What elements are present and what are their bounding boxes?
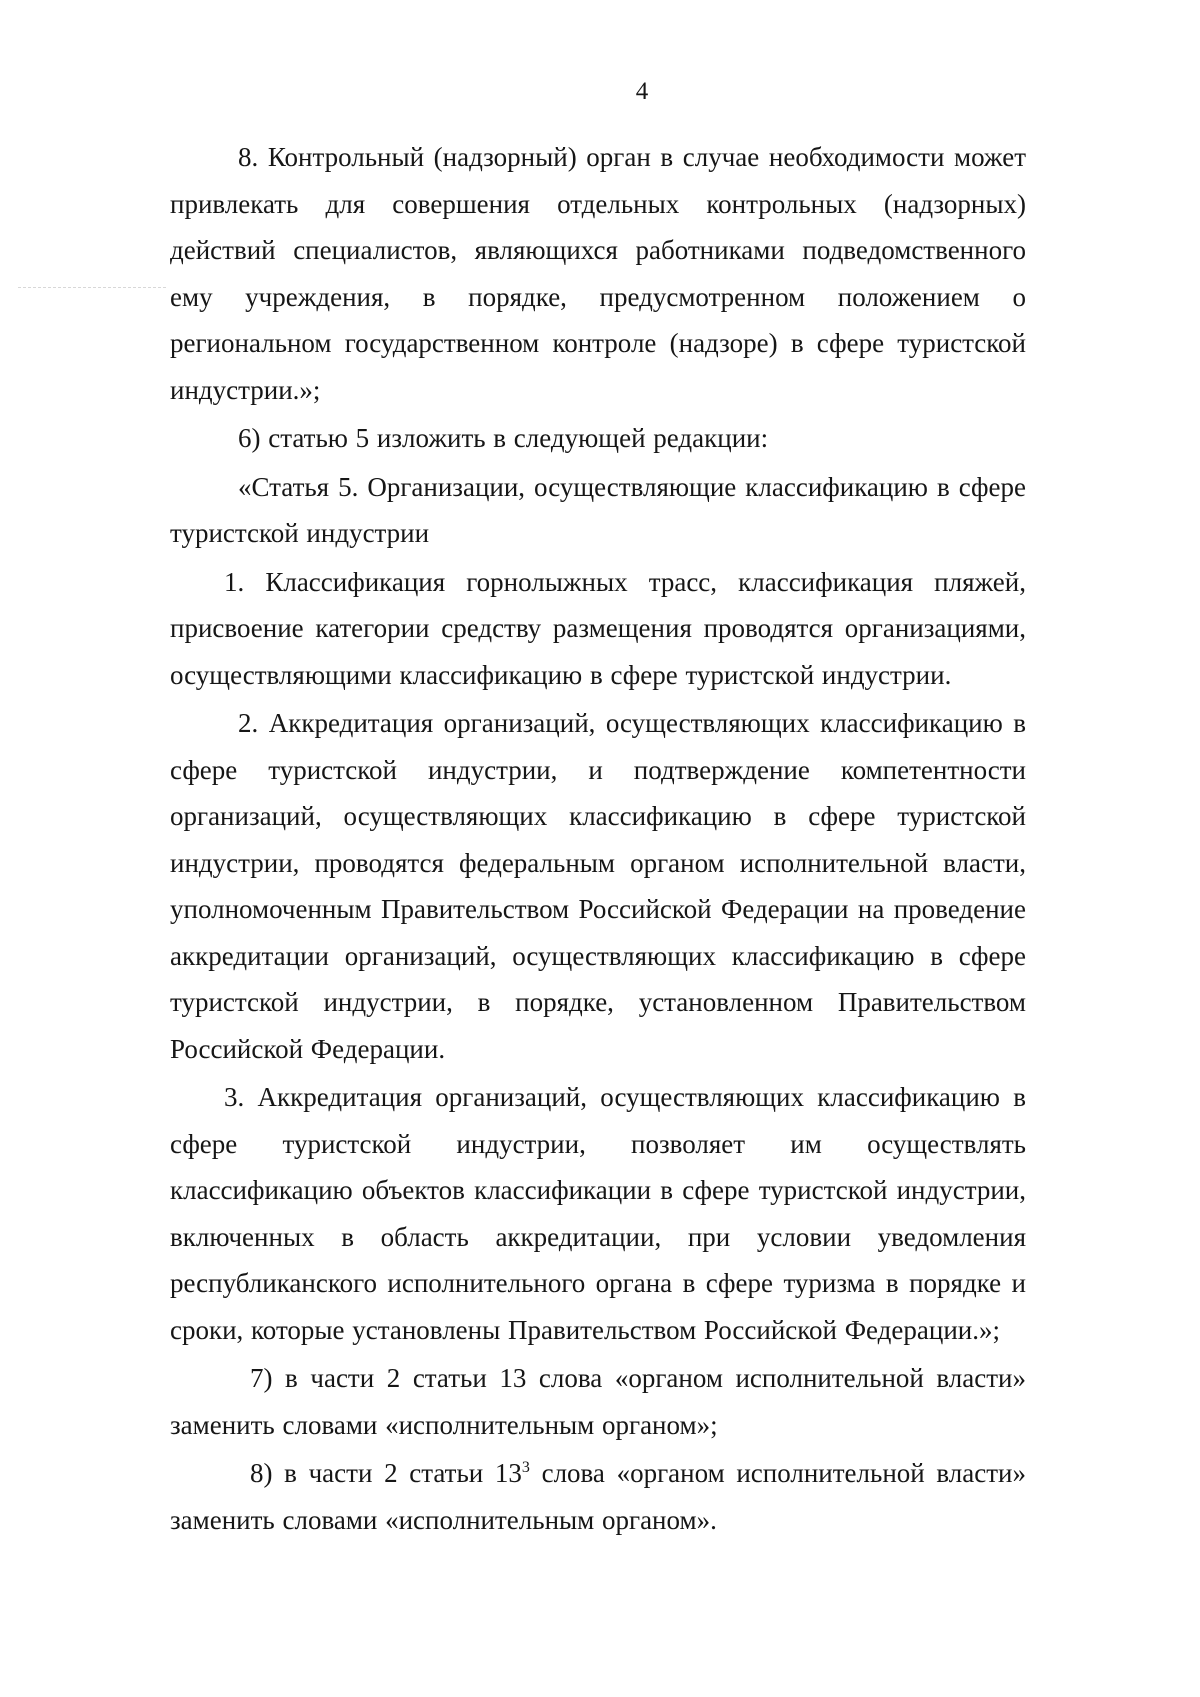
paragraph-article-5-part-3: 3. Аккредитация организаций, осуществляющих классификацию в сфере туристской индустрии, позволяет им осуществлять классификацию объектов классификации в сфере туристской индустрии, включенных в область аккредитации, при условии уведомления республиканского исполнительного органа в сфере туризма в порядке и сроки, которые установлены Правительством Российской Федерации.»; <box>170 1082 1026 1345</box>
paragraph-control-body: 8. Контрольный (надзорный) орган в случае необходимости может привлекать для совершения отдельных контрольных (надзорных) действий специалистов, являющихся работниками подведомственного ему учреждения, в порядке, предусмотренном положением о региональном государственном контроле (надзоре) в сфере туристской индустрии.»; <box>170 142 1026 405</box>
page-number: 4 <box>635 78 649 105</box>
paragraph-amendment-7: 7) в части 2 статьи 13 слова «органом исполнительной власти» заменить словами «исполнительным органом»; <box>170 1363 1026 1440</box>
scan-artifact <box>18 287 166 298</box>
paragraph-amendment-8 <box>170 1450 1026 1543</box>
amendment-8-start: 8) в части 2 статьи 13 <box>250 1458 522 1488</box>
amendment-8-superscript: 3 <box>521 1459 530 1476</box>
document-body <box>170 134 1026 1545</box>
paragraph-article-5-part-2: 2. Аккредитация организаций, осуществляющих классификацию в сфере туристской индустрии, и подтверждение компетентности организаций, осуществляющих классификацию в сфере туристской индустрии, проводятся федеральным органом исполнительной власти, уполномоченным Правительством Российской Федерации на проведение аккредитации организаций, осуществляющих классификацию в сфере туристской индустрии, в порядке, установленном Правительством Российской Федерации. <box>170 708 1026 1064</box>
paragraph-article-5-part-1: 1. Классификация горнолыжных трасс, классификация пляжей, присвоение категории средству размещения проводятся организациями, осуществляющими классификацию в сфере туристской индустрии. <box>170 566 1026 690</box>
amendment-8-end: слова «органом исполнительной власти» заменить словами «исполнительным органом». <box>170 1458 1026 1535</box>
paragraph-article-5-title: «Статья 5. Организации, осуществляющие классификацию в сфере туристской индустрии <box>170 471 1026 548</box>
paragraph-amendment-6: 6) статью 5 изложить в следующей редакции: <box>238 423 769 453</box>
